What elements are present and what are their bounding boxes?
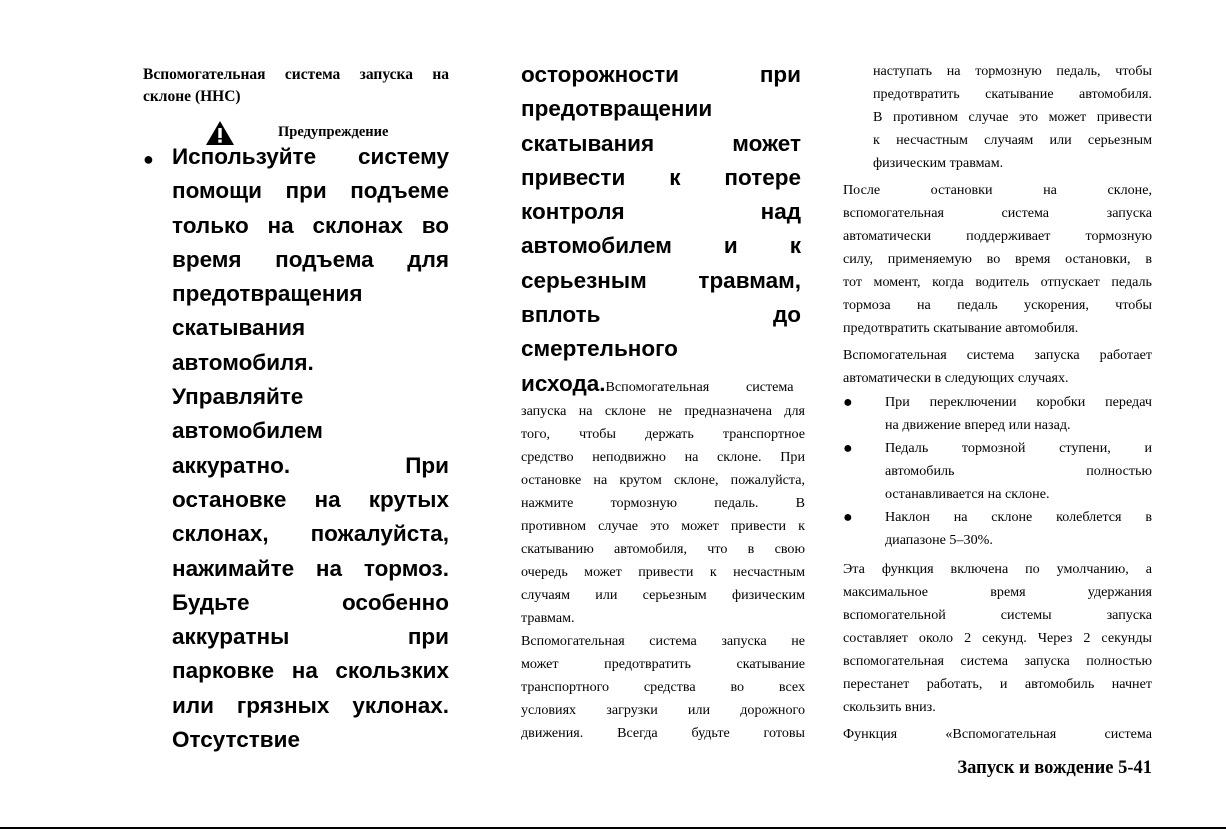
text-line: вплоть до (521, 302, 801, 328)
text-line: очередь может привести к несчастным (521, 564, 805, 580)
list-item (843, 506, 1152, 552)
text-line: автомобилем (172, 418, 323, 444)
text-line: автоматически в следующих случаях. (843, 370, 1069, 386)
bullet-dot: ● (843, 394, 853, 411)
warning-continuation (873, 60, 1152, 175)
text-line: привести к потере (521, 164, 801, 190)
text-line: на движение вперед или назад. (885, 417, 1071, 433)
bullet-dot: ● (143, 149, 154, 169)
text-line: предотвратить скатывание автомобиля. (843, 320, 1079, 336)
list-item (843, 391, 1152, 437)
text-line: запуска на склоне не предназначена для (521, 403, 805, 419)
hhc-function-paragraph (843, 723, 1152, 746)
text-line: При переключении коробки передач (885, 394, 1152, 410)
text-line: контроля над (521, 199, 801, 225)
warning-label: Предупреждение (278, 124, 389, 140)
text-line: останавливается на склоне. (885, 486, 1050, 502)
text-line: тот момент, когда водитель отпускает педаль (843, 274, 1152, 290)
text-line: автомобилем и к (521, 233, 801, 259)
text-line: Отсутствие (172, 727, 300, 753)
text-line: автоматически поддерживает тормозную (843, 228, 1152, 244)
text-line: аккуратны при (172, 624, 449, 650)
text-line: случаям или серьезным физическим (521, 587, 805, 603)
text-line: парковке на скользких (172, 658, 449, 684)
text-line: наступать на тормозную педаль, чтобы (873, 63, 1152, 79)
text-line: Управляйте (172, 384, 304, 410)
text-line: средство неподвижно на склоне. При (521, 449, 805, 465)
text-line: осторожности при (521, 62, 801, 87)
text-line: склонах, пожалуйста, (172, 521, 449, 547)
text-line: остановке на крутом склоне, пожалуйста, (521, 472, 805, 488)
text-line: нажимайте на тормоз. (172, 555, 449, 581)
text-line: вспомогательной системы запуска (843, 607, 1152, 623)
text-line: серьезным травмам, (521, 267, 801, 293)
text-line: или грязных уклонах. (172, 692, 449, 718)
text-line: движения. Всегда будьте готовы (521, 725, 805, 741)
text-line: Эта функция включена по умолчанию, а (843, 561, 1152, 577)
text-line: предотвратить скатывание автомобиля. (873, 86, 1152, 102)
text-line: может предотвратить скатывание (521, 656, 805, 672)
text-line: максимальное время удержания (843, 584, 1152, 600)
text-line: силу, применяемую во время остановки, в (843, 251, 1152, 267)
hhc-operation-paragraph (843, 344, 1152, 390)
bullet-dot: ● (843, 440, 853, 457)
hhc-limitations-paragraph (521, 400, 805, 745)
warning-text-part2 (521, 58, 801, 404)
text-line: скользить вниз. (843, 699, 936, 715)
section-title: Вспомогательная система запуска на склоне (HHC) (143, 66, 449, 105)
text-line: только на склонах во (172, 212, 449, 238)
warning-text-part1 (172, 140, 449, 757)
text-line: Вспомогательная система запуска не (521, 633, 805, 649)
text-line: аккуратно. При (172, 452, 449, 478)
text-line: того, чтобы держать транспортное (521, 426, 805, 442)
text-line: скатыванию автомобиля, что в свою (521, 541, 805, 557)
text-line: скатывания может (521, 130, 801, 156)
text-line: перестанет работать, и автомобиль начнет (843, 676, 1152, 692)
text-line: тормоза на педаль ускорения, чтобы (843, 297, 1152, 313)
emphasis-end: исхода. (521, 370, 606, 396)
text-line: вспомогательная система запуска (843, 205, 1152, 221)
text-line: остановке на крутых (172, 486, 449, 512)
text-line: противном случае это может привести к (521, 518, 805, 534)
text-line: Функция «Вспомогательная система (843, 726, 1152, 742)
text-line: составляет около 2 секунд. Через 2 секунды (843, 630, 1152, 646)
conditions-list (843, 391, 1152, 552)
text-line: транспортного средства во всех (521, 679, 805, 695)
body-text-start: Вспомогательная система (605, 378, 794, 395)
text-line: травмам. (521, 610, 575, 626)
text-line: Будьте особенно (172, 589, 449, 615)
text-line: Вспомогательная система запуска работает (843, 347, 1152, 363)
text-line: автомобиля. (172, 349, 314, 375)
text-line: нажмите тормозную педаль. В (521, 495, 805, 511)
text-line: физическим травмам. (873, 155, 1004, 171)
text-line: время подъема для (172, 246, 449, 272)
text-line: Педаль тормозной ступени, и (885, 440, 1152, 456)
text-line: автомобиль полностью (885, 463, 1152, 479)
text-line: скатывания (172, 315, 306, 341)
text-line: диапазоне 5–30%. (885, 532, 993, 548)
page-footer: Запуск и вождение 5-41 (957, 758, 1152, 778)
text-line: вспомогательная система запуска полностью (843, 653, 1152, 669)
text-line: Используйте систему (172, 144, 449, 169)
bullet-dot: ● (843, 509, 853, 526)
text-line (521, 367, 801, 404)
text-line: предотвращения (172, 281, 363, 307)
text-line: смертельного (521, 336, 678, 362)
text-line: условиях загрузки или дорожного (521, 702, 805, 718)
text-line: В противном случае это может привести (873, 109, 1152, 125)
text-line: помощи при подъеме (172, 178, 449, 204)
text-line: Наклон на склоне колеблется в (885, 509, 1152, 525)
text-line: к несчастным случаям или серьезным (873, 132, 1152, 148)
list-item (843, 437, 1152, 506)
text-line: После остановки на склоне, (843, 182, 1152, 198)
hhc-description-paragraph (843, 179, 1152, 340)
text-line: предотвращении (521, 96, 713, 122)
hhc-duration-paragraph (843, 558, 1152, 719)
